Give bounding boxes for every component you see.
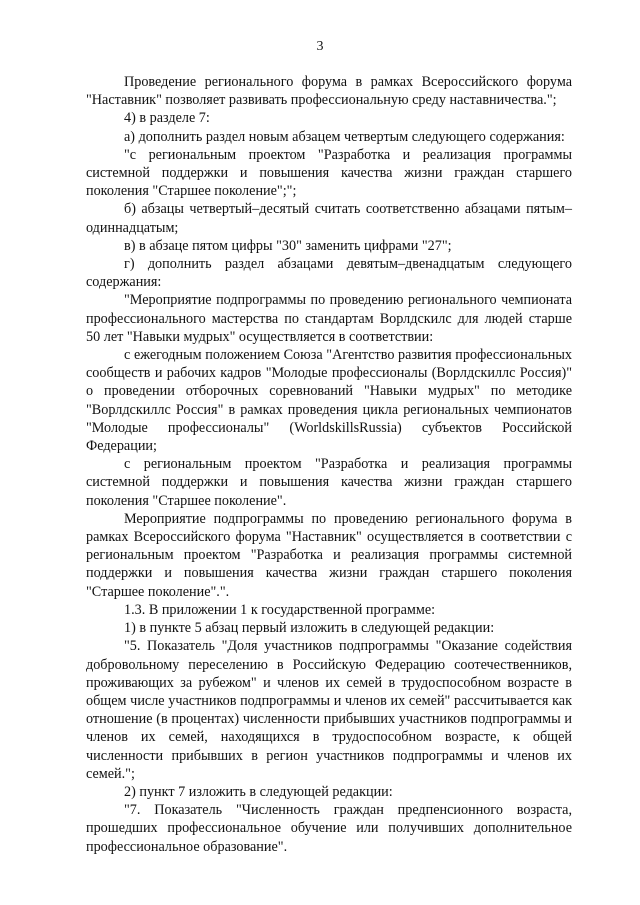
paragraph: с региональным проектом "Разработка и реализация программы системной поддержки и повышения качества жизни граждан старшего поколения "Старшее поколение". [86, 456, 572, 509]
paragraph: в) в абзаце пятом цифры "30" заменить цифрами "27"; [124, 237, 452, 254]
paragraph: г) дополнить раздел абзацами девятым–двенадцатым следующего содержания: [86, 256, 572, 291]
page-number: 3 [316, 39, 324, 54]
paragraph: Мероприятие подпрограммы по проведению регионального форума в рамках Всероссийского форума "Наставник" осуществляется в соответствии с региональным проектом "Разработка и реализация программы системной поддержки и повышения качества жизни граждан старшего поколения "Старшее поколение".". [86, 510, 572, 600]
document-body [86, 73, 572, 856]
paragraph: 1.3. В приложении 1 к государственной программе: [124, 601, 436, 618]
paragraph: с ежегодным положением Союза "Агентство развития профессиональных сообществ и рабочих кадров "Молодые профессионалы (Ворлдскиллс Россия)" о проведении отборочных соревнований "Навыки мудрых" по методике "Ворлдскиллс Россия" в рамках проведения цикла региональных чемпионатов "Молодые профессионалы" (WorldskillsRussia) субъектов Российской Федерации; [86, 347, 572, 455]
paragraph: 2) пункт 7 изложить в следующей редакции: [124, 783, 393, 800]
paragraph: б) абзацы четвертый–десятый считать соответственно абзацами пятым–одиннадцатым; [86, 201, 572, 236]
paragraph: 4) в разделе 7: [124, 110, 210, 127]
paragraph: "с региональным проектом "Разработка и реализация программы системной поддержки и повышения качества жизни граждан старшего поколения "Старшее поколение";"; [86, 146, 572, 200]
paragraph: "Мероприятие подпрограммы по проведению регионального чемпионата профессионального мастерства по стандартам Ворлдскилс для людей старше 50 лет "Навыки мудрых" осуществляется в соответствии: [86, 292, 572, 345]
paragraph: "5. Показатель "Доля участников подпрограммы "Оказание содействия добровольному переселению в Российскую Федерацию соотечественников, проживающих за рубежом" и членов их семей в трудоспособном возрасте в общем числе участников подпрограммы и членов их семей" рассчитывается как отношение (в процентах) численности прибывших участников подпрограммы и членов их семей, находящихся в трудоспособном возрасте, к общей численности прибывших в регион участников подпрограммы и членов их семей."; [86, 638, 572, 782]
paragraph: а) дополнить раздел новым абзацем четвертым следующего содержания: [124, 128, 565, 145]
paragraph: 1) в пункте 5 абзац первый изложить в следующей редакции: [124, 620, 495, 637]
paragraph: "7. Показатель "Численность граждан предпенсионного возраста, прошедших профессиональное обучение или получивших дополнительное профессиональное образование". [86, 802, 572, 855]
paragraph: Проведение регионального форума в рамках Всероссийского форума "Наставник" позволяет развивать профессиональную среду наставничества."; [86, 74, 572, 109]
